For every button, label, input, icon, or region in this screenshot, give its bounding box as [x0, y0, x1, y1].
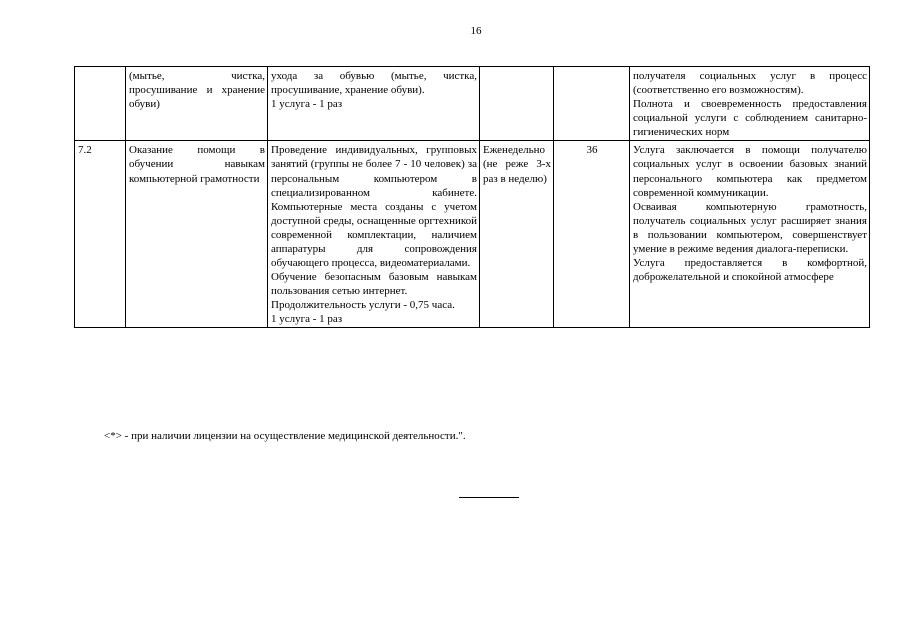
- page-number: 16: [470, 25, 482, 37]
- row2-quality-text-3: Услуга предоставляется в комфортной, доброжелательной и спокойной атмосфере: [633, 257, 867, 284]
- row1-service-description: [268, 67, 480, 141]
- row2-service-name: Оказание помощи в обучении навыкам компьютерной грамотности: [126, 141, 268, 328]
- row1-count-cell: [554, 67, 630, 141]
- row2-frequency-cell: Еженедельно (не реже 3-х раз в неделю): [480, 141, 554, 328]
- row2-description-text-2: Обучение безопасным базовым навыкам пользования сетью интернет.: [271, 271, 477, 298]
- row2-quality-text-1: Услуга заключается в помощи получателю социальных услуг в освоении базовых знаний персонального компьютера как предметом современной коммуникации.: [633, 144, 867, 199]
- services-table: [74, 66, 870, 328]
- row2-description-text-1: Проведение индивидуальных, групповых занятий (группы не более 7 - 10 человек) за персональным компьютером в специализированном кабинете. Компьютерные места созданы с учетом доступной среды, оснащенные оргтехникой современной комплектации, наличием аппаратуры для сопровождения обучающего процесса, видеоматериалами.: [271, 144, 478, 270]
- row1-quality-text-1: получателя социальных услуг в процесс (соответственно его возможностям).: [633, 70, 867, 97]
- row2-description-duration: Продолжительность услуги - 0,75 часа.: [271, 299, 455, 312]
- row2-number-cell: 7.2: [75, 141, 126, 328]
- row1-description-text: ухода за обувью (мытье, чистка, просушивание, хранение обуви).: [271, 70, 477, 97]
- row1-description-volume: 1 услуга - 1 раз: [271, 98, 343, 111]
- row1-quality-criteria: [630, 67, 870, 141]
- row2-quality-text-2: Осваивая компьютерную грамотность, получатель социальных услуг расширяет знания в пользовании компьютером, совершенствует умение в режиме ведения диалога-переписки.: [633, 200, 867, 255]
- row2-count-cell: 36: [554, 141, 630, 328]
- table-row: [75, 141, 870, 328]
- row1-frequency-cell: [480, 67, 554, 141]
- row2-quality-criteria: [630, 141, 870, 328]
- document-end-divider: [459, 497, 519, 498]
- row2-service-description: [268, 141, 480, 328]
- footnote: <*> - при наличии лицензии на осуществление медицинской деятельности.".: [104, 430, 466, 442]
- table-row: [75, 67, 870, 141]
- row1-service-name: (мытье, чистка, просушивание и хранение обуви): [126, 67, 268, 141]
- row2-description-volume: 1 услуга - 1 раз: [271, 313, 343, 326]
- row1-quality-text-2: Полнота и своевременность предоставления социальной услуги с соблюдением санитарно-гигиенических норм: [633, 98, 867, 139]
- row1-number-cell: [75, 67, 126, 141]
